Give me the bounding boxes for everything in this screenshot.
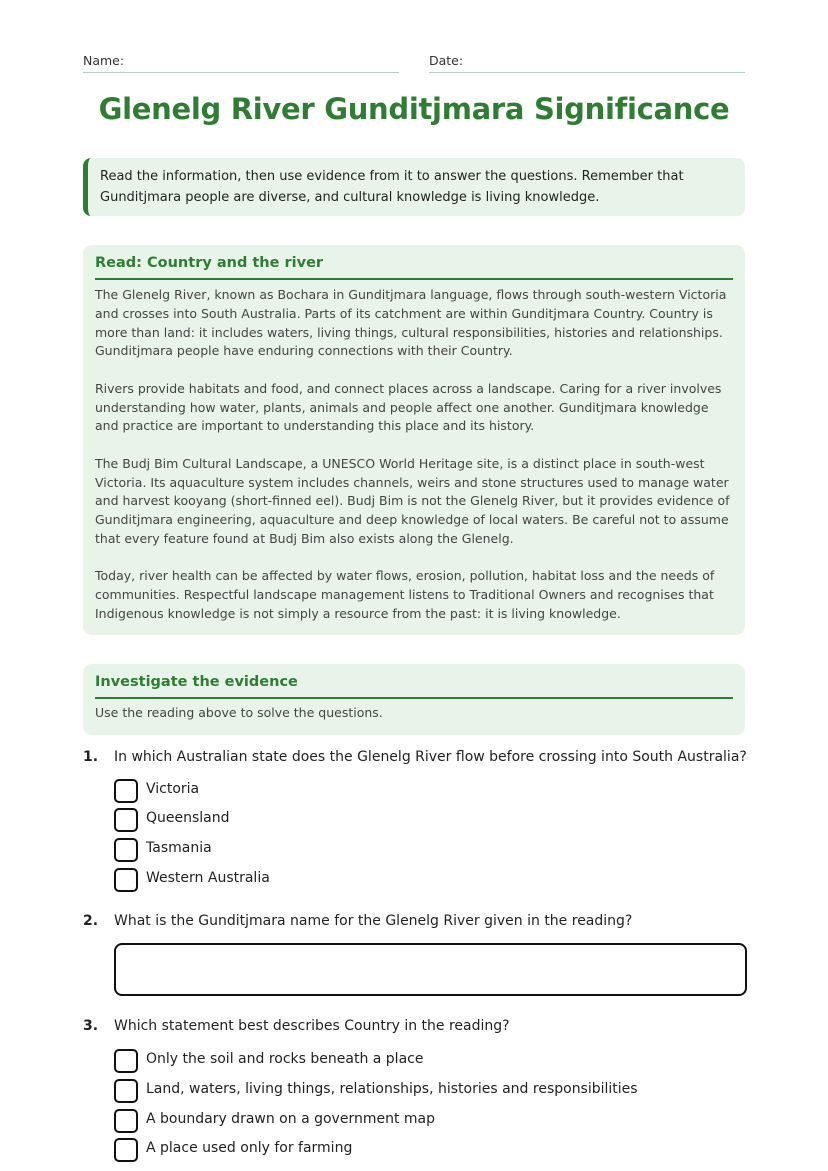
question-text: Which statement best describes Country in the reading? [114, 1018, 510, 1034]
option-label: Victoria [146, 781, 200, 797]
option-queensland[interactable] [114, 808, 714, 832]
reading-panel [83, 245, 745, 635]
checkbox[interactable] [114, 1049, 138, 1073]
investigate-subtext: Use the reading above to solve the questions. [95, 705, 383, 720]
question-text: What is the Gunditjmara name for the Glenelg River given in the reading? [114, 913, 633, 929]
option-label: Western Australia [146, 870, 270, 886]
name-date-row [83, 51, 745, 73]
page-title: Glenelg River Gunditjmara Significance [98, 92, 730, 126]
reading-paragraph: The Budj Bim Cultural Landscape, a UNESCO World Heritage site, is a distinct place in south-west Victoria. Its aquaculture system includes channels, weirs and stone structures used to manage water and harvest kooyang (short-finned eel). Budj Bim is not the Glenelg River, but it provides evidence of Gunditjmara engineering, aquaculture and deep knowledge of local waters. Be careful not to assume that every feature found at Budj Bim also exists along the Glenelg. [95, 455, 730, 546]
question-number: 1. [83, 749, 99, 765]
checkbox[interactable] [114, 1109, 138, 1133]
intro-callout: Read the information, then use evidence from it to answer the questions. Remember that Gunditjmara people are diverse, and cultural knowledge is living knowledge. [83, 158, 745, 216]
reading-paragraph: Today, river health can be affected by water flows, erosion, pollution, habitat loss and the needs of communities. Respectful landscape management listens to Traditional Owners and recognises that Indigenous knowledge is not simply a resource from the past: it is living knowledge. [95, 568, 715, 621]
reading-paragraph: The Glenelg River, known as Bochara in Gunditjmara language, flows through south-western Victoria and crosses into South Australia. Parts of its catchment are within Gunditjmara Country. Country is more than land: it includes waters, living things, cultural responsibilities, histories and relationships. Gunditjmara people have enduring connections with their Country. [95, 287, 727, 359]
date-label: Date: [429, 53, 464, 68]
checkbox[interactable] [114, 808, 138, 832]
checkbox[interactable] [114, 838, 138, 862]
option-boundary[interactable] [114, 1109, 714, 1133]
checkbox[interactable] [114, 868, 138, 892]
option-label: A boundary drawn on a government map [146, 1111, 435, 1127]
option-label: Land, waters, living things, relationships, histories and responsibilities [146, 1081, 638, 1097]
question-text: In which Australian state does the Glenelg River flow before crossing into South Australia? [114, 749, 747, 765]
investigate-panel [83, 664, 745, 735]
question-number: 3. [83, 1018, 99, 1034]
option-tasmania[interactable] [114, 838, 714, 862]
option-soil-rocks[interactable] [114, 1049, 714, 1073]
name-label: Name: [83, 53, 125, 68]
name-field[interactable] [83, 51, 399, 73]
checkbox[interactable] [114, 1138, 138, 1162]
option-label: Only the soil and rocks beneath a place [146, 1051, 424, 1067]
reading-heading: Read: Country and the river [95, 255, 733, 280]
option-label: Queensland [146, 810, 230, 826]
question-number: 2. [83, 913, 99, 929]
option-western-australia[interactable] [114, 868, 714, 892]
option-label: A place used only for farming [146, 1140, 353, 1156]
option-farming[interactable] [114, 1138, 714, 1162]
answer-input[interactable] [114, 943, 747, 996]
checkbox[interactable] [114, 1079, 138, 1103]
option-victoria[interactable] [114, 779, 714, 803]
option-land-waters[interactable] [114, 1079, 714, 1103]
checkbox[interactable] [114, 779, 138, 803]
date-field[interactable] [429, 51, 745, 73]
reading-paragraph: Rivers provide habitats and food, and connect places across a landscape. Caring for a river involves understanding how water, plants, animals and people affect one another. Gunditjmara knowledge and practice are important to understanding this place and its history. [95, 380, 722, 434]
investigate-heading: Investigate the evidence [95, 674, 733, 699]
option-label: Tasmania [146, 840, 212, 856]
